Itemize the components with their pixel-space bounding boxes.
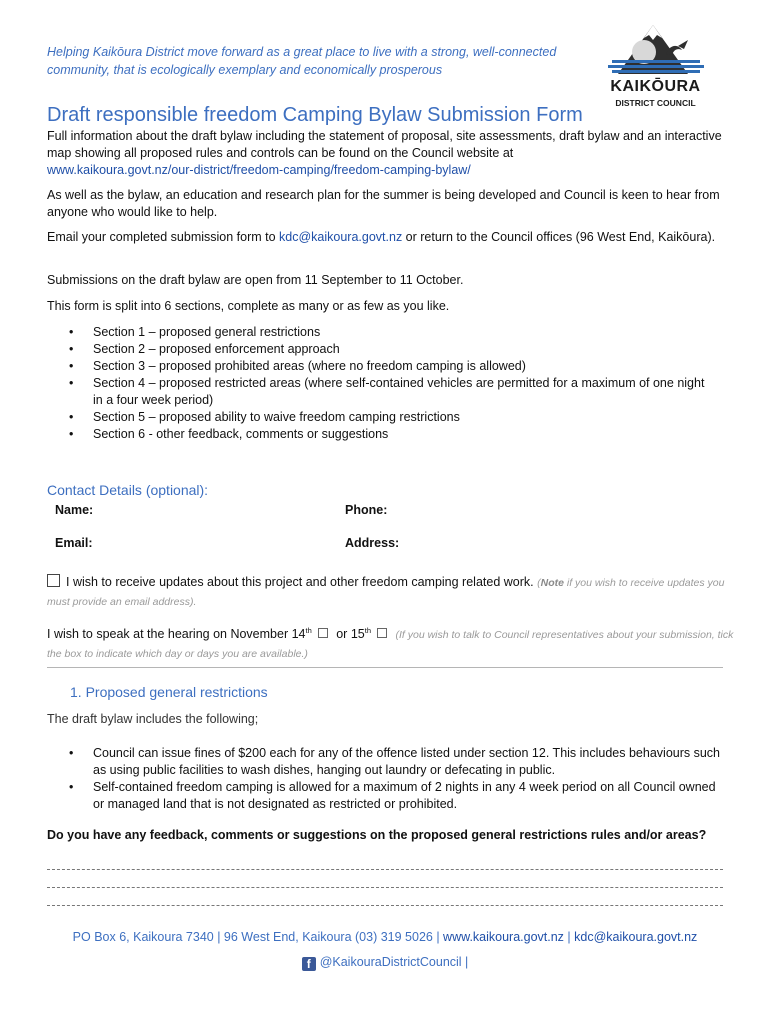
- logo-name: KAIKŌURA: [610, 78, 701, 95]
- council-email-link[interactable]: kdc@kaikoura.govt.nz: [279, 230, 403, 244]
- section-1-question: Do you have any feedback, comments or suggestions on the proposed general restrictions rules and/or areas?: [47, 828, 707, 842]
- hearing-or-label: or 15: [336, 627, 365, 641]
- list-item: • Council can issue fines of $200 each for any of the offence listed under section 12. This includes behaviours such as using public facilities to wash dishes, hanging out laundry or defecating in public.: [65, 745, 725, 779]
- section-1-list: [65, 745, 725, 813]
- list-item: • Section 4 – proposed restricted areas (where self-contained vehicles are permitted for a maximum of one night in a four week period): [65, 375, 715, 409]
- form-sections-intro: This form is split into 6 sections, complete as many or as few as you like.: [47, 299, 450, 313]
- logo-subtitle: DISTRICT COUNCIL: [615, 98, 696, 108]
- submission-dates: Submissions on the draft bylaw are open from 11 September to 11 October.: [47, 273, 464, 287]
- facebook-icon[interactable]: f: [302, 957, 316, 971]
- intro-paragraph-3: [47, 229, 737, 246]
- list-item: • Section 6 - other feedback, comments or suggestions: [65, 426, 715, 443]
- tagline-line-1: Helping Kaikōura District move forward as a great place to live with a strong, well-connected: [47, 45, 557, 59]
- answer-line[interactable]: [47, 905, 723, 906]
- updates-note-text: if you wish to receive updates you must provide an email address).: [47, 577, 725, 608]
- list-item: • Section 1 – proposed general restrictions: [65, 324, 715, 341]
- address-field-label: Address:: [345, 536, 400, 550]
- list-item: • Section 3 – proposed prohibited areas (where no freedom camping is allowed): [65, 358, 715, 375]
- intro-paragraph-1: [47, 128, 737, 179]
- updates-option: [47, 573, 737, 611]
- mountain-whale-logo-icon: [598, 22, 713, 78]
- hearing-note: (If you wish to talk to Council representatives about your submission, tick the box to indicate which day or days you are available.): [47, 629, 734, 660]
- offices-instruction: or return to the Council offices (96 West End, Kaikōura).: [402, 230, 716, 244]
- answer-line[interactable]: [47, 869, 723, 870]
- footer-address: PO Box 6, Kaikoura 7340 | 96 West End, Kaikoura (03) 319 5026 |: [72, 930, 444, 944]
- email-instruction: Email your completed submission form to: [47, 230, 280, 244]
- updates-note: (Note if you wish to receive updates you must provide an email address).: [47, 577, 725, 608]
- hearing-14-checkbox[interactable]: [318, 628, 328, 638]
- email-field-label: Email:: [55, 536, 93, 550]
- name-field-label: Name:: [55, 503, 94, 517]
- tagline: [47, 43, 607, 79]
- council-logo: [598, 22, 713, 114]
- list-item: • Section 2 – proposed enforcement approach: [65, 341, 715, 358]
- footer-email-link[interactable]: kdc@kaikoura.govt.nz: [574, 930, 698, 944]
- hearing-label: I wish to speak at the hearing on November 14: [47, 627, 306, 641]
- phone-field-label: Phone:: [345, 503, 388, 517]
- updates-label: I wish to receive updates about this project and other freedom camping related work.: [66, 575, 534, 589]
- footer-separator: |: [563, 930, 575, 944]
- footer-social: [0, 955, 770, 971]
- intro-paragraph-1-text: Full information about the draft bylaw including the statement of proposal, site assessments, draft bylaw and an interactive map showing all proposed rules and controls can be found on the Council website at: [47, 129, 722, 160]
- page-title: Draft responsible freedom Camping Bylaw Submission Form: [47, 104, 583, 126]
- hearing-sup-1: th: [305, 626, 312, 635]
- hearing-sup-2: th: [364, 626, 371, 635]
- section-divider: [47, 667, 723, 668]
- section-1-intro: The draft bylaw includes the following;: [47, 712, 259, 726]
- answer-line[interactable]: [47, 887, 723, 888]
- hearing-option: [47, 622, 737, 663]
- bylaw-link[interactable]: www.kaikoura.govt.nz/our-district/freedom-camping/freedom-camping-bylaw/: [47, 163, 471, 177]
- facebook-handle[interactable]: @KaikouraDistrictCouncil |: [319, 955, 469, 969]
- updates-checkbox[interactable]: [47, 574, 60, 587]
- footer-website-link[interactable]: www.kaikoura.govt.nz: [443, 930, 564, 944]
- contact-details-heading: Contact Details (optional):: [47, 482, 209, 498]
- hearing-15-checkbox[interactable]: [377, 628, 387, 638]
- list-item: • Self-contained freedom camping is allowed for a maximum of 2 nights in any 4 week period on all Council owned or managed land that is not designated as restricted or prohibited.: [65, 779, 725, 813]
- sections-list: [65, 324, 715, 443]
- updates-note-bold: Note: [540, 577, 564, 589]
- intro-paragraph-2: As well as the bylaw, an education and research plan for the summer is being developed and Council is keen to hear from anyone who would like to help.: [47, 188, 720, 219]
- footer-contact: [0, 930, 770, 944]
- list-item: • Section 5 – proposed ability to waive freedom camping restrictions: [65, 409, 715, 426]
- section-1-heading: 1. Proposed general restrictions: [70, 684, 268, 700]
- tagline-line-2: community, that is ecologically exemplary and economically prosperous: [47, 63, 443, 77]
